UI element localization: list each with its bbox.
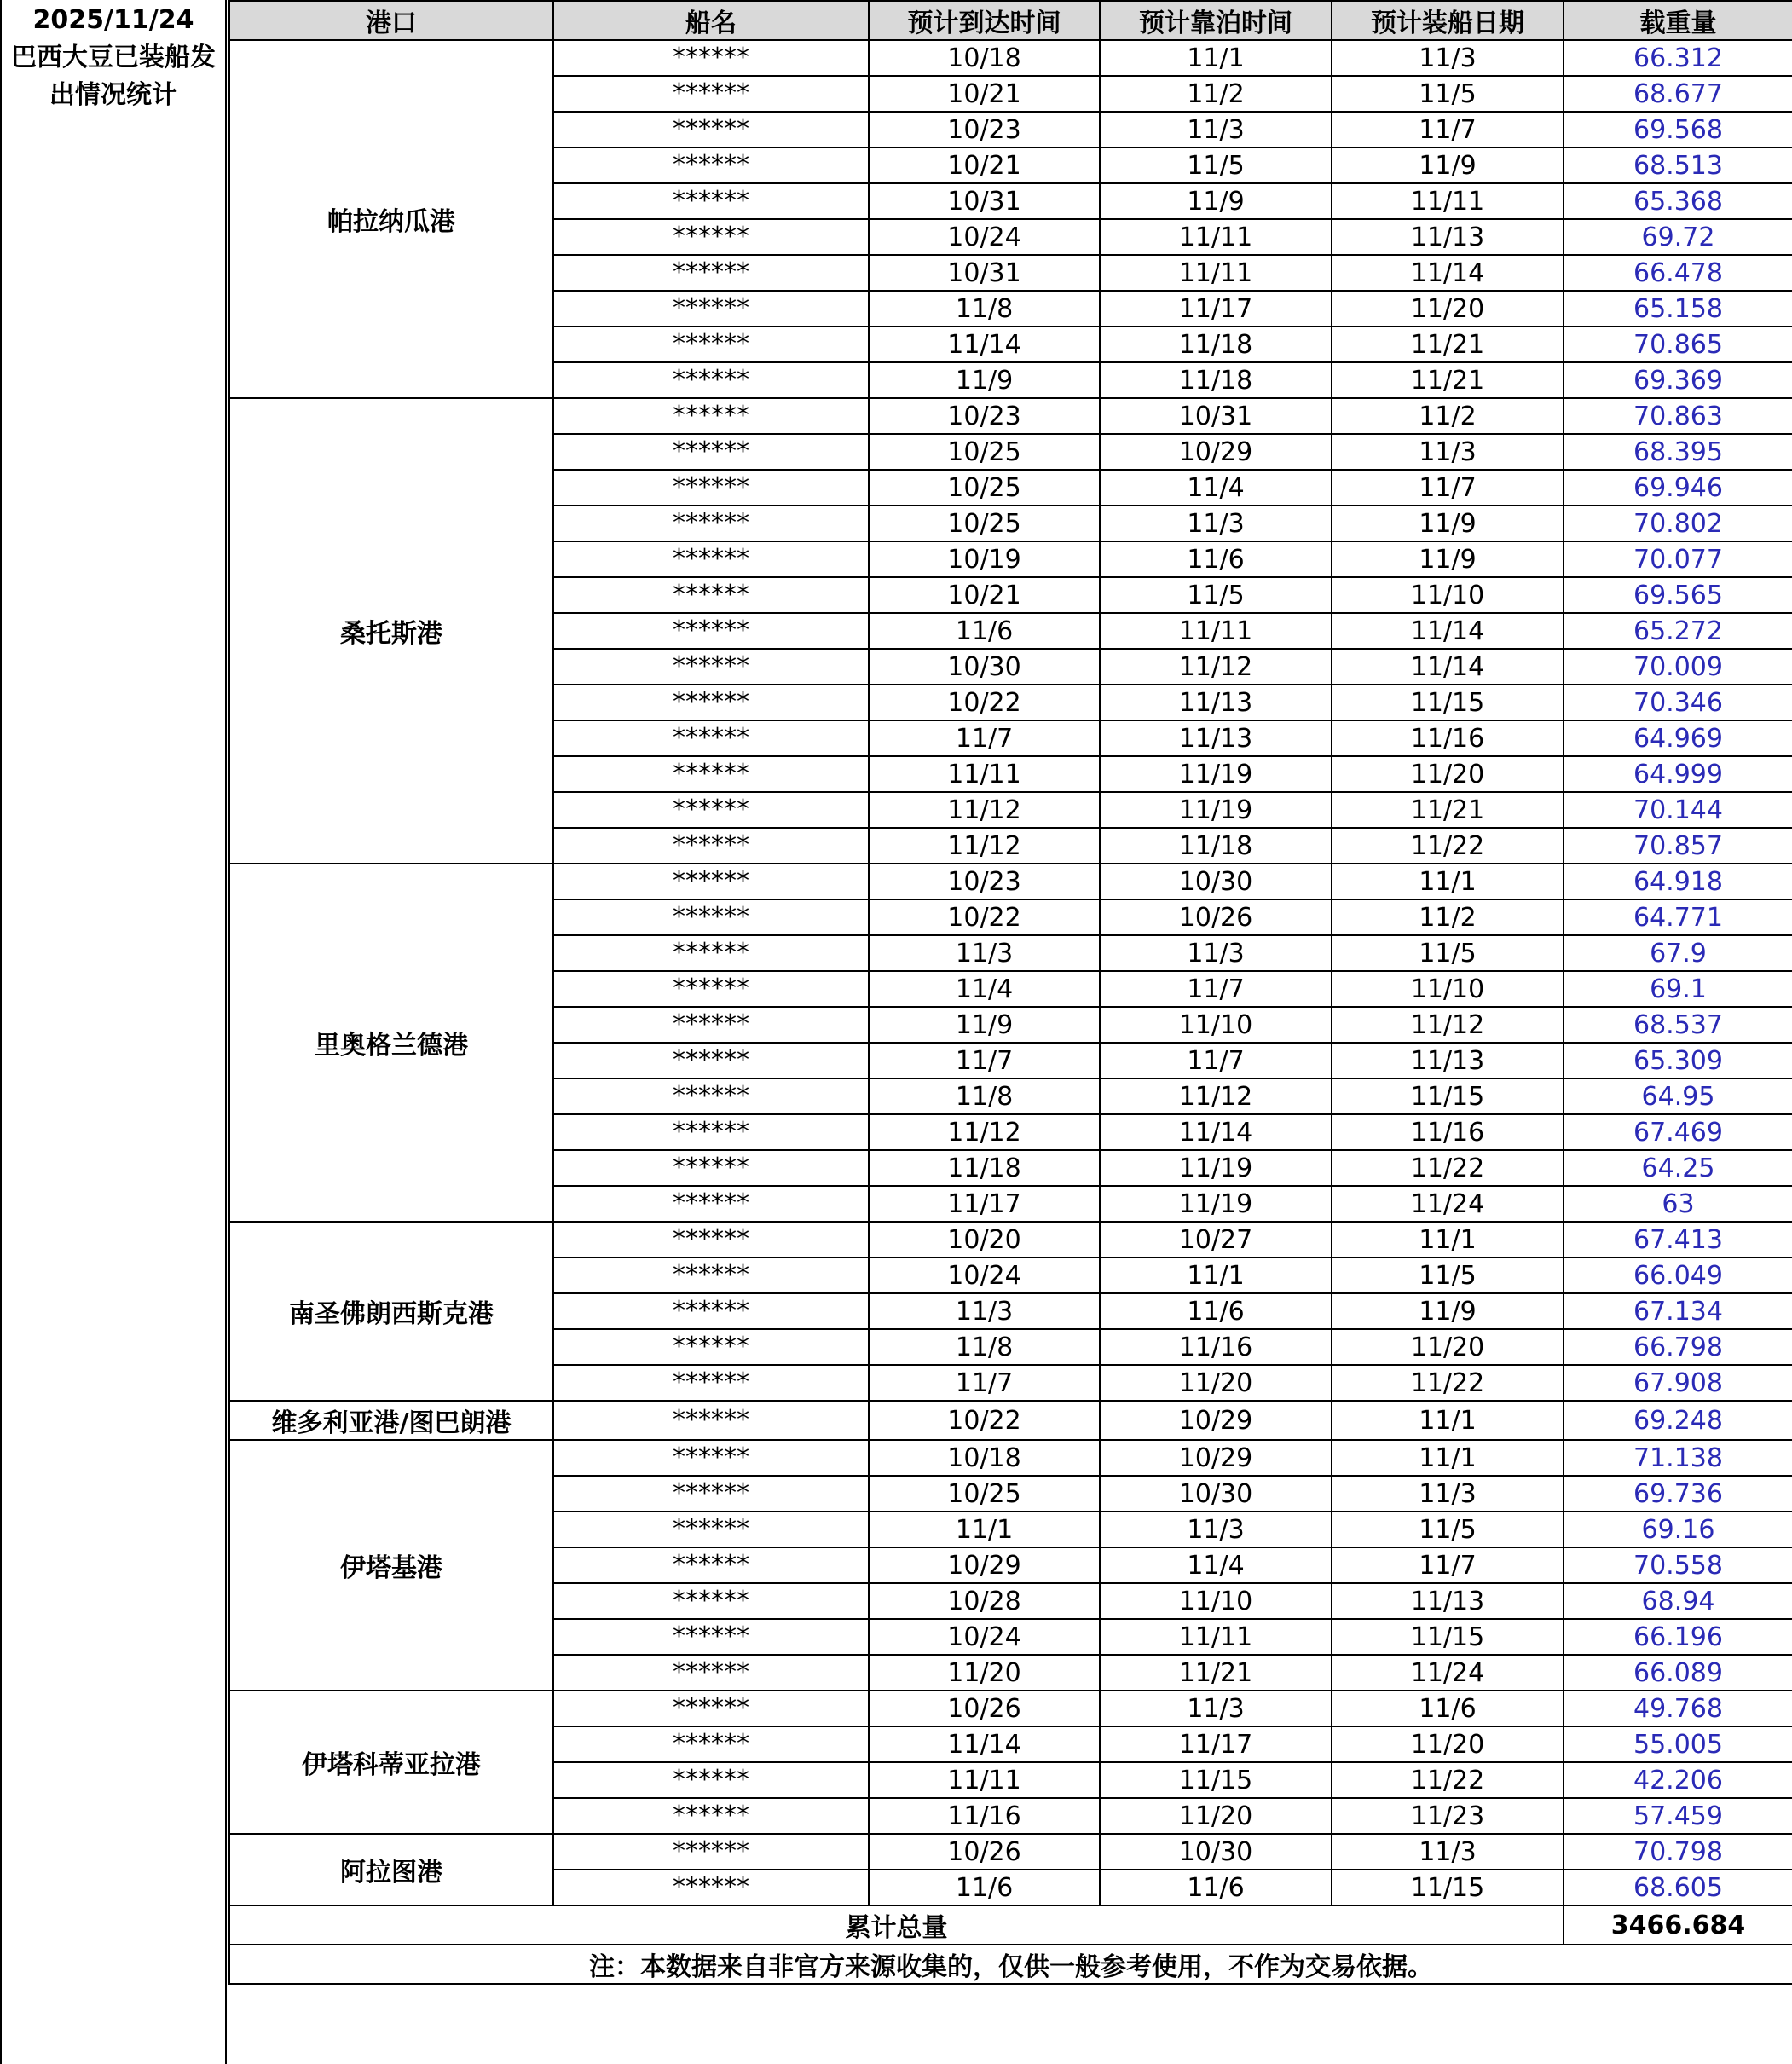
ship-cell: ****** bbox=[553, 1365, 869, 1401]
berth-cell: 11/1 bbox=[1100, 1257, 1332, 1293]
ship-cell: ****** bbox=[553, 1257, 869, 1293]
port-name-cell: 里奥格兰德港 bbox=[229, 864, 553, 1222]
weight-cell: 69.16 bbox=[1564, 1512, 1792, 1547]
berth-cell: 11/6 bbox=[1100, 1870, 1332, 1905]
ship-cell: ****** bbox=[553, 971, 869, 1007]
berth-cell: 11/20 bbox=[1100, 1365, 1332, 1401]
weight-cell: 70.144 bbox=[1564, 792, 1792, 828]
header-ship-name: 船名 bbox=[553, 1, 869, 40]
load-cell: 11/10 bbox=[1332, 577, 1564, 613]
eta-cell: 10/28 bbox=[869, 1583, 1100, 1619]
eta-cell: 10/26 bbox=[869, 1834, 1100, 1870]
berth-cell: 11/4 bbox=[1100, 470, 1332, 506]
ship-cell: ****** bbox=[553, 1401, 869, 1440]
soybean-shipment-table bbox=[228, 0, 1792, 1985]
load-cell: 11/5 bbox=[1332, 1512, 1564, 1547]
load-cell: 11/6 bbox=[1332, 1691, 1564, 1726]
load-cell: 11/22 bbox=[1332, 828, 1564, 864]
berth-cell: 10/27 bbox=[1100, 1222, 1332, 1257]
ship-cell: ****** bbox=[553, 1222, 869, 1257]
berth-cell: 11/11 bbox=[1100, 255, 1332, 291]
eta-cell: 11/4 bbox=[869, 971, 1100, 1007]
berth-cell: 11/1 bbox=[1100, 40, 1332, 76]
eta-cell: 10/22 bbox=[869, 899, 1100, 935]
berth-cell: 11/17 bbox=[1100, 291, 1332, 327]
header-deadweight: 载重量 bbox=[1564, 1, 1792, 40]
weight-cell: 66.089 bbox=[1564, 1655, 1792, 1691]
eta-cell: 11/7 bbox=[869, 720, 1100, 756]
load-cell: 11/1 bbox=[1332, 1440, 1564, 1476]
ship-cell: ****** bbox=[553, 147, 869, 183]
ship-cell: ****** bbox=[553, 1043, 869, 1078]
table-row bbox=[229, 1401, 1792, 1440]
header-eta: 预计到达时间 bbox=[869, 1, 1100, 40]
eta-cell: 11/7 bbox=[869, 1043, 1100, 1078]
eta-cell: 11/3 bbox=[869, 935, 1100, 971]
eta-cell: 10/23 bbox=[869, 398, 1100, 434]
port-name-cell: 帕拉纳瓜港 bbox=[229, 40, 553, 398]
ship-cell: ****** bbox=[553, 1691, 869, 1726]
load-cell: 11/1 bbox=[1332, 1401, 1564, 1440]
load-cell: 11/21 bbox=[1332, 327, 1564, 362]
eta-cell: 10/29 bbox=[869, 1547, 1100, 1583]
berth-cell: 11/13 bbox=[1100, 685, 1332, 720]
report-title-line-2: 出情况统计 bbox=[49, 80, 177, 110]
table-row bbox=[229, 1834, 1792, 1870]
ship-cell: ****** bbox=[553, 649, 869, 685]
load-cell: 11/1 bbox=[1332, 864, 1564, 899]
eta-cell: 10/19 bbox=[869, 541, 1100, 577]
weight-cell: 70.009 bbox=[1564, 649, 1792, 685]
ship-cell: ****** bbox=[553, 756, 869, 792]
weight-cell: 64.25 bbox=[1564, 1150, 1792, 1186]
berth-cell: 11/19 bbox=[1100, 792, 1332, 828]
load-cell: 11/23 bbox=[1332, 1798, 1564, 1834]
weight-cell: 65.309 bbox=[1564, 1043, 1792, 1078]
weight-cell: 68.513 bbox=[1564, 147, 1792, 183]
weight-cell: 68.677 bbox=[1564, 76, 1792, 112]
berth-cell: 11/13 bbox=[1100, 720, 1332, 756]
load-cell: 11/14 bbox=[1332, 613, 1564, 649]
report-date: 2025/11/24 bbox=[32, 5, 194, 35]
ship-cell: ****** bbox=[553, 1547, 869, 1583]
eta-cell: 10/20 bbox=[869, 1222, 1100, 1257]
ship-cell: ****** bbox=[553, 112, 869, 147]
berth-cell: 10/30 bbox=[1100, 1834, 1332, 1870]
ship-cell: ****** bbox=[553, 828, 869, 864]
berth-cell: 10/31 bbox=[1100, 398, 1332, 434]
load-cell: 11/3 bbox=[1332, 434, 1564, 470]
eta-cell: 11/7 bbox=[869, 1365, 1100, 1401]
eta-cell: 10/26 bbox=[869, 1691, 1100, 1726]
port-name-cell: 南圣佛朗西斯克港 bbox=[229, 1222, 553, 1401]
ship-cell: ****** bbox=[553, 1583, 869, 1619]
weight-cell: 64.95 bbox=[1564, 1078, 1792, 1114]
load-cell: 11/3 bbox=[1332, 1476, 1564, 1512]
load-cell: 11/15 bbox=[1332, 685, 1564, 720]
load-cell: 11/5 bbox=[1332, 1257, 1564, 1293]
eta-cell: 11/16 bbox=[869, 1798, 1100, 1834]
ship-cell: ****** bbox=[553, 613, 869, 649]
load-cell: 11/7 bbox=[1332, 1547, 1564, 1583]
table-row bbox=[229, 864, 1792, 899]
ship-cell: ****** bbox=[553, 1329, 869, 1365]
weight-cell: 65.272 bbox=[1564, 613, 1792, 649]
ship-cell: ****** bbox=[553, 541, 869, 577]
weight-cell: 65.158 bbox=[1564, 291, 1792, 327]
weight-cell: 69.736 bbox=[1564, 1476, 1792, 1512]
load-cell: 11/13 bbox=[1332, 1583, 1564, 1619]
header-berth-time: 预计靠泊时间 bbox=[1100, 1, 1332, 40]
eta-cell: 11/3 bbox=[869, 1293, 1100, 1329]
header-loading-date: 预计装船日期 bbox=[1332, 1, 1564, 40]
berth-cell: 11/10 bbox=[1100, 1007, 1332, 1043]
load-cell: 11/9 bbox=[1332, 506, 1564, 541]
weight-cell: 69.946 bbox=[1564, 470, 1792, 506]
eta-cell: 10/24 bbox=[869, 219, 1100, 255]
berth-cell: 10/29 bbox=[1100, 1401, 1332, 1440]
berth-cell: 11/5 bbox=[1100, 577, 1332, 613]
weight-cell: 66.049 bbox=[1564, 1257, 1792, 1293]
ship-cell: ****** bbox=[553, 1293, 869, 1329]
ship-cell: ****** bbox=[553, 1870, 869, 1905]
load-cell: 11/13 bbox=[1332, 219, 1564, 255]
eta-cell: 11/9 bbox=[869, 362, 1100, 398]
ship-cell: ****** bbox=[553, 577, 869, 613]
ship-cell: ****** bbox=[553, 720, 869, 756]
berth-cell: 11/3 bbox=[1100, 1691, 1332, 1726]
weight-cell: 68.94 bbox=[1564, 1583, 1792, 1619]
weight-cell: 64.771 bbox=[1564, 899, 1792, 935]
load-cell: 11/22 bbox=[1332, 1365, 1564, 1401]
ship-cell: ****** bbox=[553, 40, 869, 76]
berth-cell: 11/3 bbox=[1100, 506, 1332, 541]
weight-cell: 42.206 bbox=[1564, 1762, 1792, 1798]
weight-cell: 67.134 bbox=[1564, 1293, 1792, 1329]
weight-cell: 67.469 bbox=[1564, 1114, 1792, 1150]
weight-cell: 69.568 bbox=[1564, 112, 1792, 147]
total-value: 3466.684 bbox=[1564, 1905, 1792, 1945]
load-cell: 11/3 bbox=[1332, 40, 1564, 76]
load-cell: 11/2 bbox=[1332, 899, 1564, 935]
eta-cell: 10/25 bbox=[869, 434, 1100, 470]
berth-cell: 10/26 bbox=[1100, 899, 1332, 935]
ship-cell: ****** bbox=[553, 506, 869, 541]
table-row bbox=[229, 1440, 1792, 1476]
weight-cell: 70.865 bbox=[1564, 327, 1792, 362]
note-row bbox=[229, 1945, 1792, 1984]
eta-cell: 11/8 bbox=[869, 1329, 1100, 1365]
berth-cell: 10/29 bbox=[1100, 434, 1332, 470]
report-title-block bbox=[0, 0, 227, 2064]
port-name-cell: 维多利亚港/图巴朗港 bbox=[229, 1401, 553, 1440]
berth-cell: 11/12 bbox=[1100, 649, 1332, 685]
load-cell: 11/15 bbox=[1332, 1078, 1564, 1114]
eta-cell: 10/21 bbox=[869, 76, 1100, 112]
load-cell: 11/20 bbox=[1332, 756, 1564, 792]
weight-cell: 66.312 bbox=[1564, 40, 1792, 76]
load-cell: 11/7 bbox=[1332, 470, 1564, 506]
load-cell: 11/13 bbox=[1332, 1043, 1564, 1078]
port-name-cell: 伊塔科蒂亚拉港 bbox=[229, 1691, 553, 1834]
disclaimer-note: 注：本数据来自非官方来源收集的，仅供一般参考使用，不作为交易依据。 bbox=[229, 1945, 1792, 1984]
eta-cell: 10/22 bbox=[869, 1401, 1100, 1440]
port-name-cell: 桑托斯港 bbox=[229, 398, 553, 864]
berth-cell: 11/16 bbox=[1100, 1329, 1332, 1365]
table-row bbox=[229, 1691, 1792, 1726]
berth-cell: 11/3 bbox=[1100, 1512, 1332, 1547]
eta-cell: 11/12 bbox=[869, 828, 1100, 864]
berth-cell: 11/2 bbox=[1100, 76, 1332, 112]
load-cell: 11/20 bbox=[1332, 291, 1564, 327]
ship-cell: ****** bbox=[553, 291, 869, 327]
load-cell: 11/1 bbox=[1332, 1222, 1564, 1257]
ship-cell: ****** bbox=[553, 1834, 869, 1870]
report-title-line-1: 巴西大豆已装船发 bbox=[11, 43, 216, 72]
berth-cell: 11/6 bbox=[1100, 1293, 1332, 1329]
berth-cell: 11/11 bbox=[1100, 613, 1332, 649]
weight-cell: 70.863 bbox=[1564, 398, 1792, 434]
eta-cell: 10/21 bbox=[869, 147, 1100, 183]
weight-cell: 70.346 bbox=[1564, 685, 1792, 720]
ship-cell: ****** bbox=[553, 1476, 869, 1512]
ship-cell: ****** bbox=[553, 434, 869, 470]
weight-cell: 71.138 bbox=[1564, 1440, 1792, 1476]
eta-cell: 10/30 bbox=[869, 649, 1100, 685]
load-cell: 11/10 bbox=[1332, 971, 1564, 1007]
ship-cell: ****** bbox=[553, 864, 869, 899]
eta-cell: 10/23 bbox=[869, 864, 1100, 899]
load-cell: 11/14 bbox=[1332, 255, 1564, 291]
ship-cell: ****** bbox=[553, 1798, 869, 1834]
berth-cell: 11/10 bbox=[1100, 1583, 1332, 1619]
berth-cell: 11/19 bbox=[1100, 1186, 1332, 1222]
eta-cell: 11/8 bbox=[869, 291, 1100, 327]
eta-cell: 10/24 bbox=[869, 1257, 1100, 1293]
weight-cell: 68.605 bbox=[1564, 1870, 1792, 1905]
berth-cell: 10/30 bbox=[1100, 864, 1332, 899]
ship-cell: ****** bbox=[553, 327, 869, 362]
weight-cell: 67.908 bbox=[1564, 1365, 1792, 1401]
eta-cell: 10/23 bbox=[869, 112, 1100, 147]
weight-cell: 69.1 bbox=[1564, 971, 1792, 1007]
load-cell: 11/9 bbox=[1332, 147, 1564, 183]
eta-cell: 11/11 bbox=[869, 756, 1100, 792]
berth-cell: 11/11 bbox=[1100, 219, 1332, 255]
eta-cell: 10/22 bbox=[869, 685, 1100, 720]
total-row bbox=[229, 1905, 1792, 1945]
eta-cell: 10/31 bbox=[869, 255, 1100, 291]
eta-cell: 10/25 bbox=[869, 1476, 1100, 1512]
port-name-cell: 伊塔基港 bbox=[229, 1440, 553, 1691]
load-cell: 11/22 bbox=[1332, 1762, 1564, 1798]
weight-cell: 64.918 bbox=[1564, 864, 1792, 899]
berth-cell: 10/29 bbox=[1100, 1440, 1332, 1476]
weight-cell: 66.196 bbox=[1564, 1619, 1792, 1655]
ship-cell: ****** bbox=[553, 1512, 869, 1547]
berth-cell: 11/17 bbox=[1100, 1726, 1332, 1762]
berth-cell: 11/18 bbox=[1100, 327, 1332, 362]
berth-cell: 10/30 bbox=[1100, 1476, 1332, 1512]
berth-cell: 11/18 bbox=[1100, 362, 1332, 398]
ship-cell: ****** bbox=[553, 1078, 869, 1114]
berth-cell: 11/9 bbox=[1100, 183, 1332, 219]
table-row bbox=[229, 398, 1792, 434]
berth-cell: 11/5 bbox=[1100, 147, 1332, 183]
eta-cell: 11/6 bbox=[869, 613, 1100, 649]
load-cell: 11/21 bbox=[1332, 362, 1564, 398]
load-cell: 11/22 bbox=[1332, 1150, 1564, 1186]
eta-cell: 11/8 bbox=[869, 1078, 1100, 1114]
weight-cell: 70.558 bbox=[1564, 1547, 1792, 1583]
weight-cell: 49.768 bbox=[1564, 1691, 1792, 1726]
berth-cell: 11/3 bbox=[1100, 112, 1332, 147]
weight-cell: 55.005 bbox=[1564, 1726, 1792, 1762]
load-cell: 11/14 bbox=[1332, 649, 1564, 685]
eta-cell: 10/24 bbox=[869, 1619, 1100, 1655]
ship-cell: ****** bbox=[553, 1440, 869, 1476]
eta-cell: 10/21 bbox=[869, 577, 1100, 613]
eta-cell: 11/14 bbox=[869, 1726, 1100, 1762]
load-cell: 11/15 bbox=[1332, 1619, 1564, 1655]
berth-cell: 11/7 bbox=[1100, 1043, 1332, 1078]
ship-cell: ****** bbox=[553, 1007, 869, 1043]
ship-cell: ****** bbox=[553, 1114, 869, 1150]
load-cell: 11/20 bbox=[1332, 1726, 1564, 1762]
load-cell: 11/16 bbox=[1332, 1114, 1564, 1150]
table-row bbox=[229, 1222, 1792, 1257]
weight-cell: 70.077 bbox=[1564, 541, 1792, 577]
weight-cell: 66.478 bbox=[1564, 255, 1792, 291]
berth-cell: 11/14 bbox=[1100, 1114, 1332, 1150]
berth-cell: 11/19 bbox=[1100, 756, 1332, 792]
load-cell: 11/5 bbox=[1332, 935, 1564, 971]
berth-cell: 11/19 bbox=[1100, 1150, 1332, 1186]
weight-cell: 70.802 bbox=[1564, 506, 1792, 541]
load-cell: 11/15 bbox=[1332, 1870, 1564, 1905]
weight-cell: 64.999 bbox=[1564, 756, 1792, 792]
eta-cell: 11/17 bbox=[869, 1186, 1100, 1222]
eta-cell: 11/18 bbox=[869, 1150, 1100, 1186]
load-cell: 11/7 bbox=[1332, 112, 1564, 147]
weight-cell: 66.798 bbox=[1564, 1329, 1792, 1365]
load-cell: 11/24 bbox=[1332, 1186, 1564, 1222]
total-label: 累计总量 bbox=[229, 1905, 1564, 1945]
berth-cell: 11/21 bbox=[1100, 1655, 1332, 1691]
berth-cell: 11/18 bbox=[1100, 828, 1332, 864]
eta-cell: 10/25 bbox=[869, 506, 1100, 541]
load-cell: 11/12 bbox=[1332, 1007, 1564, 1043]
load-cell: 11/3 bbox=[1332, 1834, 1564, 1870]
eta-cell: 11/12 bbox=[869, 1114, 1100, 1150]
table-body bbox=[229, 40, 1792, 1905]
ship-cell: ****** bbox=[553, 935, 869, 971]
ship-cell: ****** bbox=[553, 1726, 869, 1762]
load-cell: 11/24 bbox=[1332, 1655, 1564, 1691]
load-cell: 11/21 bbox=[1332, 792, 1564, 828]
weight-cell: 68.537 bbox=[1564, 1007, 1792, 1043]
port-name-cell: 阿拉图港 bbox=[229, 1834, 553, 1905]
eta-cell: 11/6 bbox=[869, 1870, 1100, 1905]
header-row bbox=[229, 1, 1792, 40]
ship-cell: ****** bbox=[553, 219, 869, 255]
ship-cell: ****** bbox=[553, 1186, 869, 1222]
weight-cell: 67.413 bbox=[1564, 1222, 1792, 1257]
load-cell: 11/2 bbox=[1332, 398, 1564, 434]
ship-cell: ****** bbox=[553, 255, 869, 291]
weight-cell: 69.248 bbox=[1564, 1401, 1792, 1440]
eta-cell: 11/11 bbox=[869, 1762, 1100, 1798]
eta-cell: 10/18 bbox=[869, 40, 1100, 76]
berth-cell: 11/6 bbox=[1100, 541, 1332, 577]
weight-cell: 70.798 bbox=[1564, 1834, 1792, 1870]
weight-cell: 70.857 bbox=[1564, 828, 1792, 864]
weight-cell: 69.369 bbox=[1564, 362, 1792, 398]
ship-cell: ****** bbox=[553, 470, 869, 506]
ship-cell: ****** bbox=[553, 76, 869, 112]
eta-cell: 11/1 bbox=[869, 1512, 1100, 1547]
eta-cell: 11/12 bbox=[869, 792, 1100, 828]
eta-cell: 10/31 bbox=[869, 183, 1100, 219]
weight-cell: 65.368 bbox=[1564, 183, 1792, 219]
ship-cell: ****** bbox=[553, 1655, 869, 1691]
weight-cell: 67.9 bbox=[1564, 935, 1792, 971]
ship-cell: ****** bbox=[553, 899, 869, 935]
header-port: 港口 bbox=[229, 1, 553, 40]
berth-cell: 11/4 bbox=[1100, 1547, 1332, 1583]
load-cell: 11/9 bbox=[1332, 541, 1564, 577]
eta-cell: 11/9 bbox=[869, 1007, 1100, 1043]
weight-cell: 69.565 bbox=[1564, 577, 1792, 613]
berth-cell: 11/15 bbox=[1100, 1762, 1332, 1798]
load-cell: 11/9 bbox=[1332, 1293, 1564, 1329]
table-row bbox=[229, 40, 1792, 76]
ship-cell: ****** bbox=[553, 1619, 869, 1655]
eta-cell: 11/14 bbox=[869, 327, 1100, 362]
load-cell: 11/5 bbox=[1332, 76, 1564, 112]
weight-cell: 57.459 bbox=[1564, 1798, 1792, 1834]
berth-cell: 11/3 bbox=[1100, 935, 1332, 971]
weight-cell: 64.969 bbox=[1564, 720, 1792, 756]
weight-cell: 68.395 bbox=[1564, 434, 1792, 470]
load-cell: 11/11 bbox=[1332, 183, 1564, 219]
berth-cell: 11/11 bbox=[1100, 1619, 1332, 1655]
eta-cell: 10/25 bbox=[869, 470, 1100, 506]
eta-cell: 11/20 bbox=[869, 1655, 1100, 1691]
ship-cell: ****** bbox=[553, 362, 869, 398]
berth-cell: 11/20 bbox=[1100, 1798, 1332, 1834]
weight-cell: 63 bbox=[1564, 1186, 1792, 1222]
ship-cell: ****** bbox=[553, 1762, 869, 1798]
berth-cell: 11/7 bbox=[1100, 971, 1332, 1007]
berth-cell: 11/12 bbox=[1100, 1078, 1332, 1114]
ship-cell: ****** bbox=[553, 183, 869, 219]
load-cell: 11/16 bbox=[1332, 720, 1564, 756]
load-cell: 11/20 bbox=[1332, 1329, 1564, 1365]
ship-cell: ****** bbox=[553, 1150, 869, 1186]
eta-cell: 10/18 bbox=[869, 1440, 1100, 1476]
ship-cell: ****** bbox=[553, 792, 869, 828]
ship-cell: ****** bbox=[553, 398, 869, 434]
ship-cell: ****** bbox=[553, 685, 869, 720]
weight-cell: 69.72 bbox=[1564, 219, 1792, 255]
